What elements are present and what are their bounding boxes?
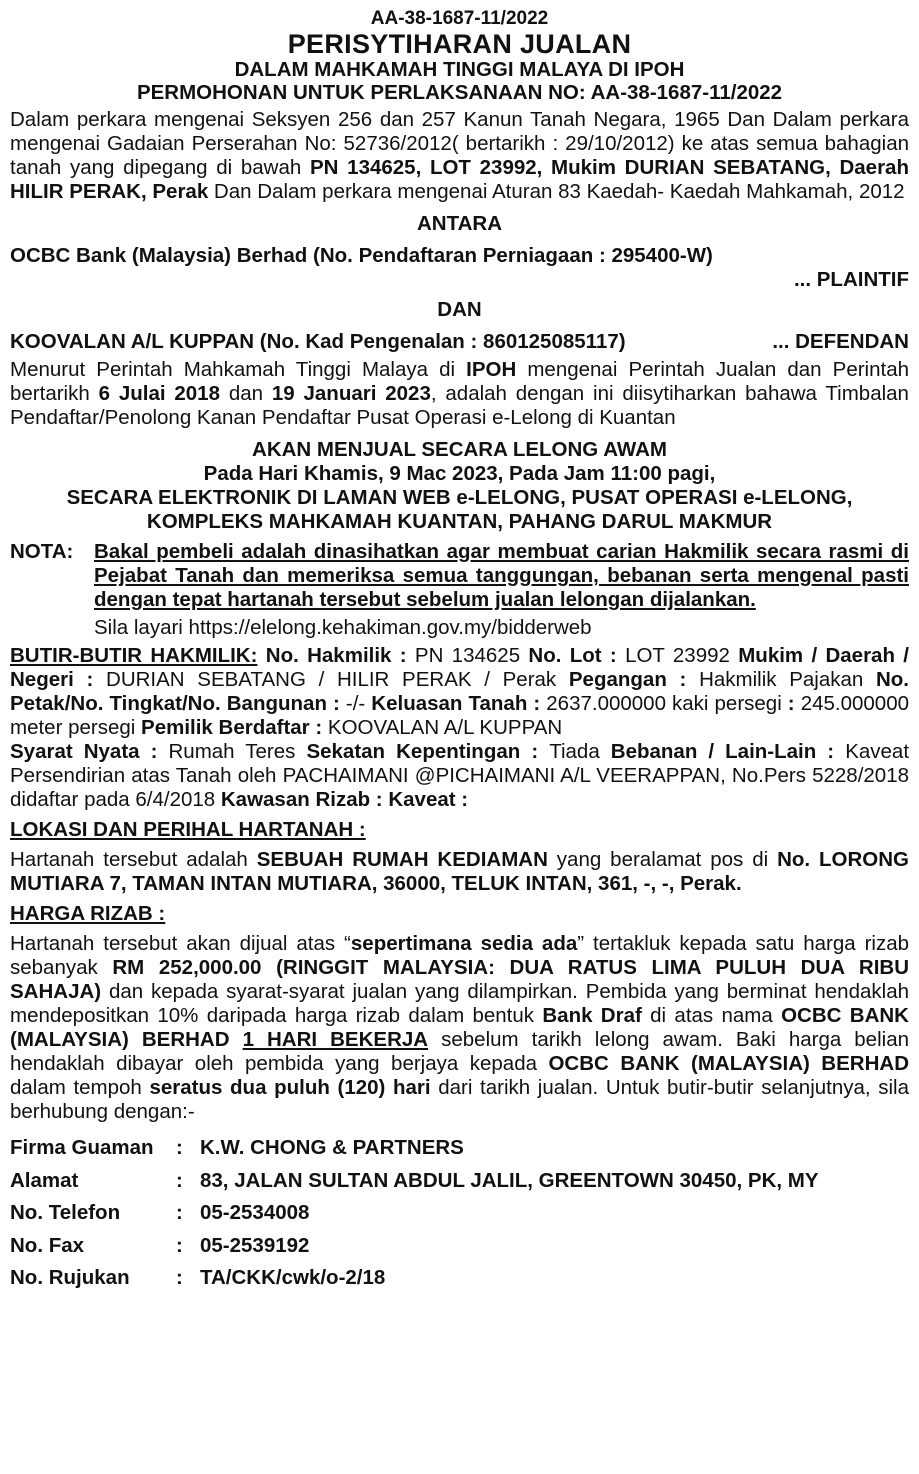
tenure-key: Pegangan : — [556, 668, 700, 691]
area-key: Keluasan Tanah : — [365, 692, 547, 715]
nota-label: NOTA: — [10, 540, 74, 563]
owner-value: KOOVALAN A/L KUPPAN — [327, 716, 563, 739]
contact-separator: : — [176, 1266, 183, 1290]
lot-key: No. Lot : — [520, 644, 626, 667]
contact-label: No. Telefon — [10, 1201, 121, 1225]
location-text-1: Hartanah tersebut adalah — [10, 848, 257, 871]
application-number: PERMOHONAN UNTUK PERLAKSANAAN NO: AA-38-1687-11/2022 — [136, 81, 783, 104]
plaintiff-label: ... PLAINTIF — [793, 268, 909, 291]
order-court-city: IPOH — [466, 358, 517, 381]
auction-line-4: KOMPLEKS MAHKAMAH KUANTAN, PAHANG DARUL MAKMUR — [146, 510, 773, 533]
order-paragraph — [10, 358, 909, 430]
restriction-key: Sekatan Kepentingan : — [295, 740, 550, 763]
price-text-6: sebelum tarikh lelong awam. Baki harga belian hendaklah dibayar oleh pembida yang berjaya kepada — [10, 1028, 909, 1075]
title-details-heading: BUTIR-BUTIR HAKMILIK: — [10, 644, 258, 667]
contact-label: No. Rujukan — [10, 1266, 130, 1290]
working-day: 1 HARI BEKERJA — [242, 1028, 429, 1051]
lot-value: LOT 23992 — [625, 644, 730, 667]
intro-text-1: Dalam perkara mengenai Seksyen 256 dan 257 Kanun Tanah Negara, 1965 Dan Dalam perkara mengenai Gadaian Perserahan No: 52736/2012( bertarikh : 29/10/2012) ke atas semua bahagian tanah yang dipegang di bawah — [10, 108, 909, 179]
bank-draft: Bank Draf — [542, 1004, 642, 1027]
mukim-value: DURIAN SEBATANG / HILIR PERAK / Perak — [106, 668, 557, 691]
restriction-value: Tiada — [549, 740, 600, 763]
intro-property: PN 134625, LOT 23992, Mukim DURIAN SEBATANG, Daerah HILIR PERAK, Perak — [10, 156, 909, 203]
contact-row-address — [10, 1165, 909, 1198]
price-text-8: dari tarikh jualan. Untuk butir-butir selanjutnya, sila berhubung dengan:- — [10, 1076, 909, 1123]
contact-value: 83, JALAN SULTAN ABDUL JALIL, GREENTOWN 30450, PK, MY — [200, 1168, 819, 1192]
location-heading: LOKASI DAN PERIHAL HARTANAH : — [10, 818, 366, 841]
defendant-label: ... DEFENDAN — [772, 330, 909, 353]
intro-text-2: Dan Dalam perkara mengenai Aturan 83 Kaedah- Kaedah Mahkamah, 2012 — [208, 180, 905, 203]
mukim-key: Mukim / Daerah / Negeri : — [10, 644, 909, 691]
title-no-key: No. Hakmilik : — [257, 644, 415, 667]
unit-key: No. Petak/No. Tingkat/No. Bangunan : — [10, 668, 909, 715]
payee-bank-1: OCBC BANK (MALAYSIA) BERHAD — [10, 1004, 909, 1051]
order-text-1: Menurut Perintah Mahkamah Tinggi Malaya di — [10, 358, 467, 381]
tenure-value: Hakmilik Pajakan — [699, 668, 864, 691]
order-text-2: mengenai Perintah Jualan dan Perintah bertarikh — [10, 358, 910, 405]
auction-line-3: SECARA ELEKTRONIK DI LAMAN WEB e-LELONG, PUSAT OPERASI e-LELONG, — [66, 486, 853, 509]
contact-value: K.W. CHONG & PARTNERS — [200, 1136, 464, 1160]
nota-body — [94, 540, 909, 640]
reserve-price-amount: RM 252,000.00 (RINGGIT MALAYSIA: DUA RATUS LIMA PULUH DUA RIBU SAHAJA) — [10, 956, 910, 1003]
reserve-price-heading: HARGA RIZAB : — [10, 902, 166, 925]
contact-row-firm — [10, 1132, 909, 1165]
reserve-price-paragraph — [10, 932, 909, 1124]
nota-url-line: Sila layari https://elelong.kehakiman.gov.my/bidderweb — [94, 616, 592, 639]
location-paragraph — [10, 848, 909, 896]
payment-period: seratus dua puluh (120) hari — [149, 1076, 431, 1099]
payee-bank-2: OCBC BANK (MALAYSIA) BERHAD — [548, 1052, 909, 1075]
contact-row-reference — [10, 1262, 909, 1295]
defendant-row — [10, 330, 909, 354]
express-condition-key: Syarat Nyata : — [10, 740, 169, 763]
contact-value: 05-2534008 — [200, 1201, 310, 1225]
price-text-3: dan kepada syarat-syarat jualan yang dilampirkan. Pembida yang berminat hendaklah mendepositkan 10% daripada harga rizab dalam bentuk — [10, 980, 909, 1027]
owner-key: Pemilik Berdaftar : — [135, 716, 328, 739]
contact-label: No. Fax — [10, 1233, 85, 1257]
title-no-value: PN 134625 — [414, 644, 521, 667]
antara-heading: ANTARA — [416, 212, 503, 235]
area-value-sqft: 2637.000000 kaki persegi — [546, 692, 782, 715]
price-text-7: dalam tempoh — [10, 1076, 150, 1099]
property-address: No. LORONG MUTIARA 7, TAMAN INTAN MUTIARA, 36000, TELUK INTAN, 361, -, -, Perak. — [10, 848, 909, 895]
order-date-2: 19 Januari 2023 — [271, 382, 431, 405]
area-sep: : — [781, 692, 801, 715]
contact-value: TA/CKK/cwk/o-2/18 — [200, 1266, 386, 1290]
contact-separator: : — [176, 1201, 183, 1225]
auction-line-1: AKAN MENJUAL SECARA LELONG AWAM — [252, 438, 667, 461]
price-text-4: di atas nama — [641, 1004, 782, 1027]
title-details — [10, 644, 909, 812]
defendant-name: KOOVALAN A/L KUPPAN (No. Kad Pengenalan : 860125085117) — [10, 330, 626, 353]
dan-heading: DAN — [437, 298, 482, 321]
price-text-2: ” tertakluk kepada satu harga rizab sebanyak — [10, 932, 909, 979]
auction-line-2: Pada Hari Khamis, 9 Mac 2023, Pada Jam 11:00 pagi, — [203, 462, 716, 485]
contact-row-fax — [10, 1230, 909, 1263]
intro-paragraph — [10, 108, 909, 204]
contact-details — [10, 1132, 909, 1295]
order-date-1: 6 Julai 2018 — [98, 382, 220, 405]
contact-separator: : — [176, 1233, 183, 1257]
reserve-area-key: Kawasan Rizab : Kaveat : — [215, 788, 469, 811]
price-text-1: Hartanah tersebut akan dijual atas “ — [10, 932, 351, 955]
encumbrance-value: Kaveat Persendirian atas Tanah oleh PACHAIMANI @PICHAIMANI A/L VEERAPPAN, No.Pers 5228/2018 didaftar pada 6/4/2018 — [10, 740, 910, 811]
auction-block — [10, 438, 909, 534]
express-condition-value: Rumah Teres — [168, 740, 296, 763]
location-text-2: yang beralamat pos di — [547, 848, 778, 871]
contact-row-phone — [10, 1197, 909, 1230]
contact-label: Alamat — [10, 1168, 79, 1192]
plaintiff-name: OCBC Bank (Malaysia) Berhad (No. Pendaftaran Perniagaan : 295400-W) — [10, 244, 713, 267]
property-type: SEBUAH RUMAH KEDIAMAN — [256, 848, 548, 871]
as-is-condition: sepertimana sedia ada — [350, 932, 578, 955]
area-value-sqm: 245.000000 meter persegi — [10, 692, 909, 739]
court-name: DALAM MAHKAMAH TINGGI MALAYA DI IPOH — [234, 58, 685, 81]
price-text-5 — [230, 1028, 243, 1051]
case-reference: AA-38-1687-11/2022 — [370, 8, 549, 29]
unit-value: -/- — [345, 692, 366, 715]
contact-separator: : — [176, 1136, 183, 1160]
contact-value: 05-2539192 — [200, 1233, 310, 1257]
nota-text: Bakal pembeli adalah dinasihatkan agar membuat carian Hakmilik secara rasmi di Pejabat Tanah dan memeriksa semua tanggungan, bebanan serta mengenal pasti dengan tepat hartanah tersebut sebelum jualan lelongan dijalankan. — [94, 540, 909, 611]
order-text-4: , adalah dengan ini diisytiharkan bahawa Timbalan Pendaftar/Penolong Kanan Pendaftar Pusat Operasi e-Lelong di Kuantan — [10, 382, 909, 429]
nota-block — [10, 540, 909, 640]
contact-label: Firma Guaman — [10, 1136, 154, 1160]
notice-title: PERISYTIHARAN JUALAN — [287, 29, 632, 59]
order-text-3: dan — [219, 382, 272, 405]
encumbrance-key: Bebanan / Lain-Lain : — [599, 740, 846, 763]
contact-separator: : — [176, 1168, 183, 1192]
